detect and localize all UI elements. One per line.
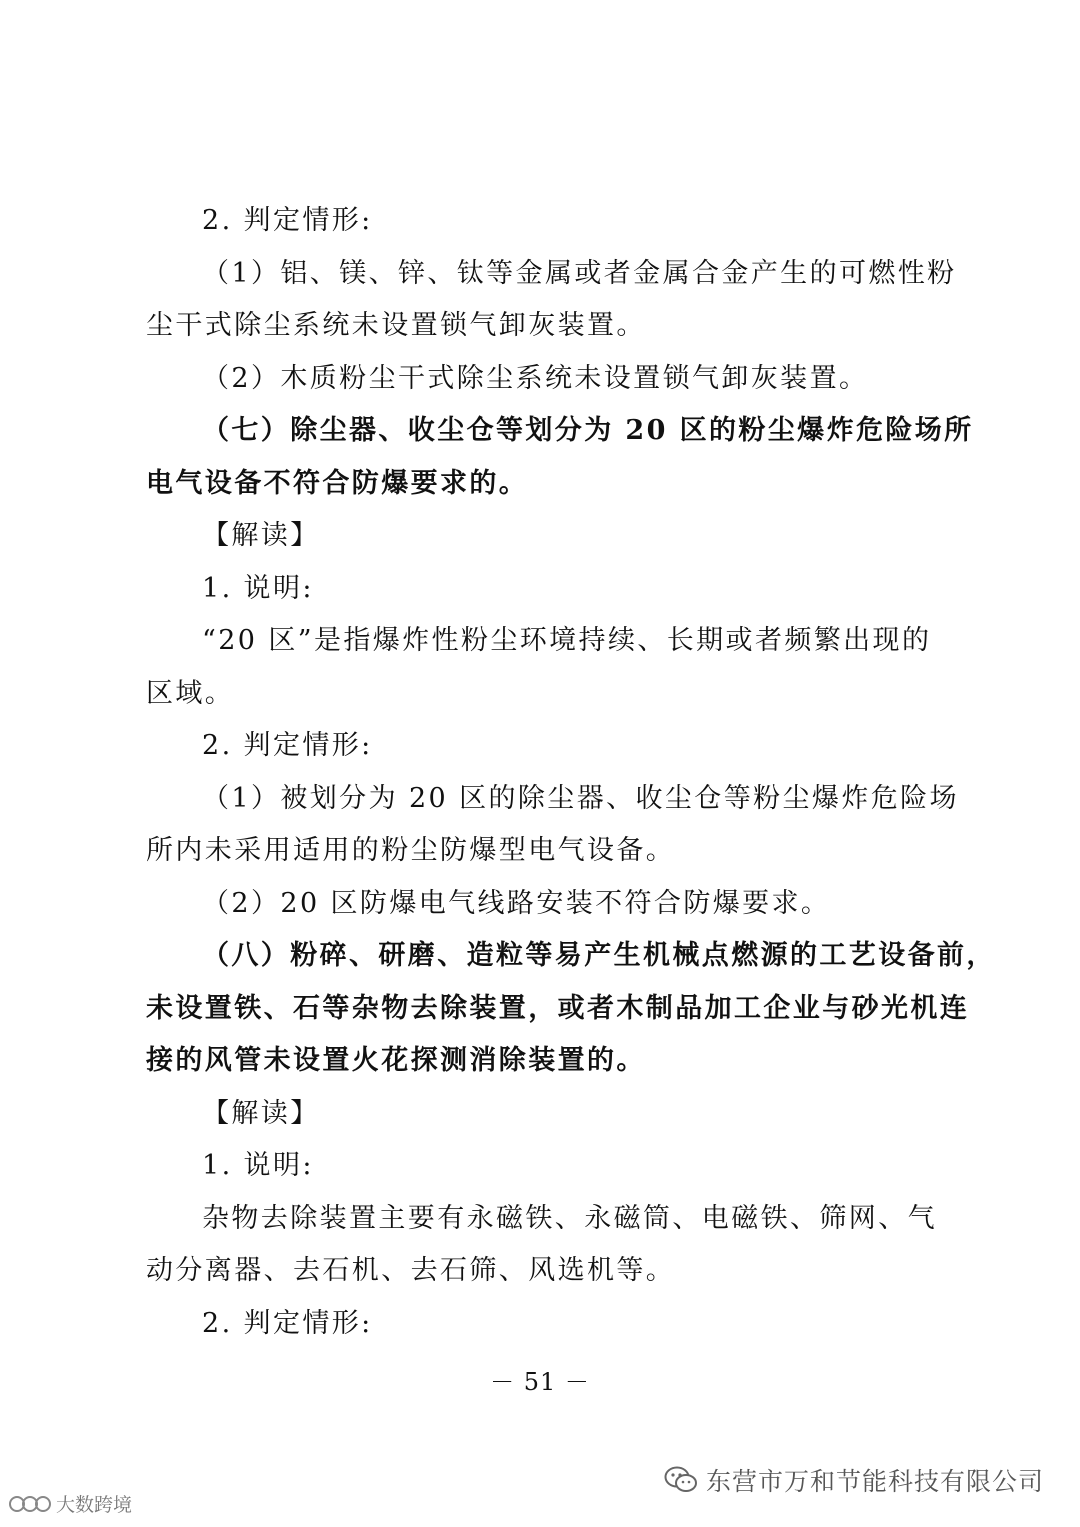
text-line: 2. 判定情形: bbox=[202, 730, 373, 761]
text-line: 【解读】 bbox=[202, 520, 320, 551]
platform-name: 大数跨境 bbox=[56, 1494, 133, 1516]
text-line: （七）除尘器、收尘仓等划分为 20 区的粉尘爆炸危险场所 bbox=[202, 415, 974, 446]
text-line: 【解读】 bbox=[202, 1097, 320, 1129]
text-line: （1）铝、镁、锌、钛等金属或者金属合金产生的可燃性粉 bbox=[202, 257, 957, 289]
page-number: － 51 － bbox=[490, 1368, 590, 1396]
text-line: 2. 判定情形: bbox=[202, 1307, 373, 1339]
text-line: “20 区”是指爆炸性粉尘环境持续、长期或者频繁出现的 bbox=[202, 625, 932, 656]
text-line: （2）木质粉尘干式除尘系统未设置锁气卸灰装置。 bbox=[202, 362, 869, 394]
source-watermark bbox=[664, 1462, 1044, 1498]
brand-logo-icon bbox=[8, 1492, 52, 1516]
platform-watermark bbox=[8, 1490, 132, 1517]
text-line: 电气设备不符合防爆要求的。 bbox=[146, 467, 529, 499]
document-body bbox=[146, 195, 996, 1350]
text-line: （1）被划分为 20 区的除尘器、收尘仓等粉尘爆炸危险场 bbox=[202, 782, 959, 814]
text-line: 1. 说明: bbox=[202, 572, 314, 604]
text-line: 接的风管未设置火花探测消除装置的。 bbox=[146, 1045, 646, 1076]
text-line: 尘干式除尘系统未设置锁气卸灰装置。 bbox=[146, 310, 646, 341]
text-line: 2. 判定情形: bbox=[202, 205, 373, 236]
text-line: 所内未采用适用的粉尘防爆型电气设备。 bbox=[146, 835, 676, 866]
source-account-name: 东营市万和节能科技有限公司 bbox=[705, 1467, 1044, 1496]
text-line: 区域。 bbox=[146, 677, 235, 709]
wechat-icon bbox=[664, 1465, 698, 1495]
text-line: 动分离器、去石机、去石筛、风选机等。 bbox=[146, 1255, 676, 1286]
text-line: 未设置铁、石等杂物去除装置，或者木制品加工企业与砂光机连 bbox=[146, 992, 970, 1024]
text-line: （八）粉碎、研磨、造粒等易产生机械点燃源的工艺设备前， bbox=[202, 940, 996, 971]
text-line: 1. 说明: bbox=[202, 1150, 314, 1181]
text-line: 杂物去除装置主要有永磁铁、永磁筒、电磁铁、筛网、气 bbox=[202, 1202, 937, 1234]
text-line: （2）20 区防爆电气线路安装不符合防爆要求。 bbox=[202, 887, 831, 919]
